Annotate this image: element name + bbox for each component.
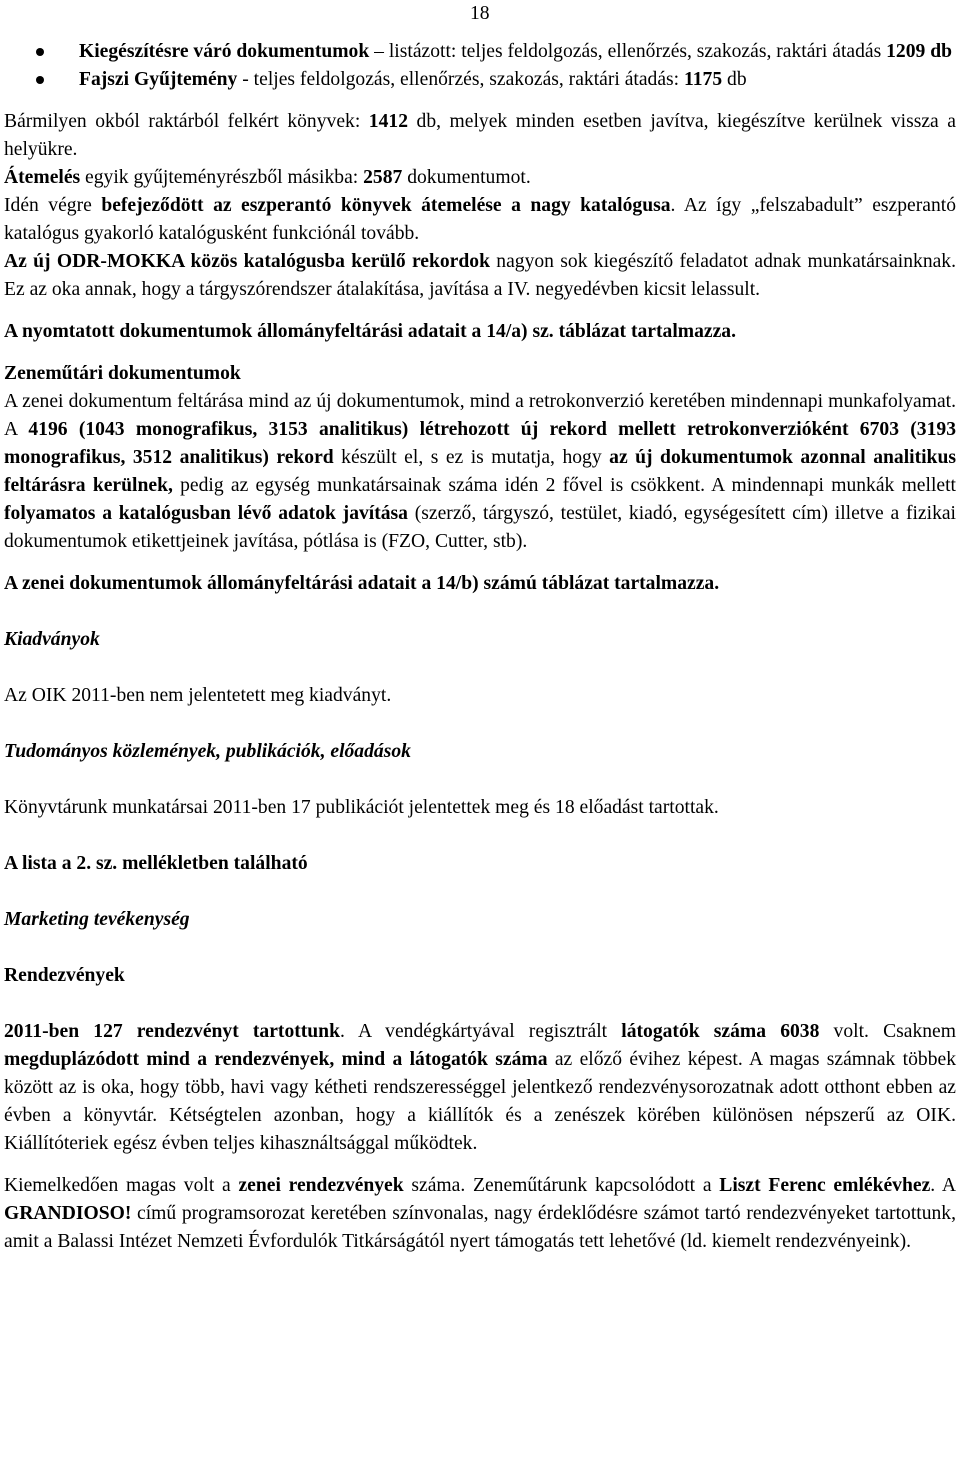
section-title-rendezvenyek: Rendezvények	[4, 965, 125, 986]
paragraph-14a-table-note: A nyomtatott dokumentumok állományfeltárási adatait a 14/a) sz. táblázat tartalmazza.	[4, 321, 736, 342]
bold-text: 2587	[363, 167, 403, 188]
text-run: száma. Zeneműtárunk kapcsolódott a	[403, 1175, 720, 1196]
text-run: Bármilyen okból raktárból felkért könyvek:	[4, 111, 369, 132]
text-run: . Az így „felszabadult” eszperantó katalógus gyakorló katalógusként funkciónál tovább.	[4, 195, 957, 244]
text-run: készült el, s ez is mutatja, hogy	[333, 447, 610, 468]
text-run: – listázott: teljes feldolgozás, ellenőrzés, szakozás, raktári átadás	[369, 41, 887, 62]
text-run: Kiemelkedően magas volt a	[4, 1175, 239, 1196]
bullet-icon	[36, 48, 44, 56]
document-body	[4, 38, 956, 1256]
paragraph-atemeles	[4, 164, 956, 192]
bold-text: 1209 db	[886, 41, 953, 62]
paragraph-melleklet: A lista a 2. sz. mellékletben található	[4, 853, 308, 874]
bold-text: folyamatos a katalógusban lévő adatok javítása	[4, 503, 408, 524]
bold-text: Az új ODR-MOKKA közös katalógusba kerülő rekordok	[4, 251, 490, 272]
paragraph-zenei-rendezvenyek	[4, 1172, 956, 1256]
paragraph-zenei-feltaras	[4, 388, 956, 556]
bold-text: 2011-ben 127 rendezvényt tartottunk	[4, 1021, 340, 1042]
text-run: nagyon sok kiegészítő feladatot adnak munkatársainknak. Ez az oka annak, hogy a tárgyszórendszer átalakítása, javítása a IV. negyedévben kicsit lelassult.	[4, 251, 957, 300]
bold-text: az új dokumentumok azonnal analitikus feltárásra kerülnek,	[4, 447, 956, 496]
bold-text: 4196 (1043 monografikus, 3153 analitikus) létrehozott új rekord mellett retrokonverzióként 6703 (3193 monografikus, 3512 analitikus) rekord	[4, 419, 956, 468]
section-title-marketing: Marketing tevékenység	[4, 909, 190, 930]
text-run: dokumentumot.	[402, 167, 531, 188]
section-title-tudomanyos: Tudományos közlemények, publikációk, előadások	[4, 741, 411, 762]
text-run: A zenei dokumentum feltárása mind az új dokumentumok, mind a retrokonverzió keretében mindennapi munkafolyamat. A	[4, 391, 956, 440]
text-run: az előző évihez képest. A magas számnak többek között az is oka, hogy több, havi vagy kétheti rendszerességgel jelentkező rendezvénysorozatnak adott otthont ebben az évben a könyvtár. Kétségtelen azonban, hogy a kiállítók és a zenészek körében különösen népszerű az OIK. Kiállítóteriek egész évben teljes kihasználtsággal működtek.	[4, 1049, 956, 1154]
text-run: . A vendégkártyával regisztrált	[339, 1021, 622, 1042]
section-title-zenemutar: Zeneműtári dokumentumok	[4, 363, 241, 384]
bullet-list	[4, 38, 956, 94]
bold-text: 1175	[684, 69, 723, 90]
paragraph-eszperanto	[4, 192, 956, 248]
bold-text: zenei rendezvények	[238, 1175, 404, 1196]
bold-text: Átemelés	[4, 167, 81, 188]
paragraph-rendezvenyek	[4, 1018, 956, 1158]
text-run: (szerző, tárgyszó, testület, kiadó, egységesített cím) illetve a fizikai dokumentumok etikettjeinek javítása, pótlása is (FZO, Cutter, stb).	[4, 503, 957, 552]
bold-text: látogatók száma 6038	[621, 1021, 820, 1042]
text-run: egyik gyűjteményrészből másikba:	[80, 167, 364, 188]
text-run: Idén végre	[4, 195, 102, 216]
bold-text: befejeződött az eszperantó könyvek átemelése a nagy katalógusa	[101, 195, 671, 216]
text-run: című programsorozat keretében színvonalas, nagy érdeklődésre számot tartó rendezvényeket tartottunk, amit a Balassi Intézet Nemzeti Évfordulók Titkárságától nyert támogatás tett lehetővé (ld. kiemelt rendezvényeink).	[4, 1203, 956, 1252]
text-run: db, melyek minden esetben javítva, kiegészítve kerülnek vissza a helyükre.	[4, 111, 956, 160]
text-run: - teljes feldolgozás, ellenőrzés, szakozás, raktári átadás:	[237, 69, 685, 90]
paragraph-publikaciok: Könyvtárunk munkatársai 2011-ben 17 publikációt jelentettek meg és 18 előadást tartottak.	[4, 797, 719, 818]
paragraph-raktari-kerelmek	[4, 108, 956, 164]
text-run: pedig az egység munkatársainak száma idén 2 fővel is csökkent. A mindennapi munkák mellett	[172, 475, 956, 496]
list-item	[4, 66, 956, 94]
text-run: volt. Csaknem	[819, 1021, 956, 1042]
paragraph-kiadvanyok: Az OIK 2011-ben nem jelentetett meg kiadványt.	[4, 685, 392, 706]
bold-text: GRANDIOSO!	[4, 1203, 132, 1224]
list-item	[4, 38, 956, 66]
text-run: db	[722, 69, 747, 90]
text-run: . A	[930, 1175, 956, 1196]
bold-text: 1412	[368, 111, 408, 132]
bold-text: megduplázódott mind a rendezvények, mind a látogatók száma	[4, 1049, 548, 1070]
bold-text: Liszt Ferenc emlékévhez	[719, 1175, 931, 1196]
paragraph-odr-mokka	[4, 248, 956, 304]
page-number: 18	[470, 3, 490, 24]
bold-text: Fajszi Gyűjtemény	[79, 69, 238, 90]
section-title-kiadvanyok: Kiadványok	[4, 629, 100, 650]
bold-text: Kiegészítésre váró dokumentumok	[79, 41, 370, 62]
paragraph-14b-table-note: A zenei dokumentumok állományfeltárási adatait a 14/b) számú táblázat tartalmazza.	[4, 573, 720, 594]
bullet-icon	[36, 76, 44, 84]
